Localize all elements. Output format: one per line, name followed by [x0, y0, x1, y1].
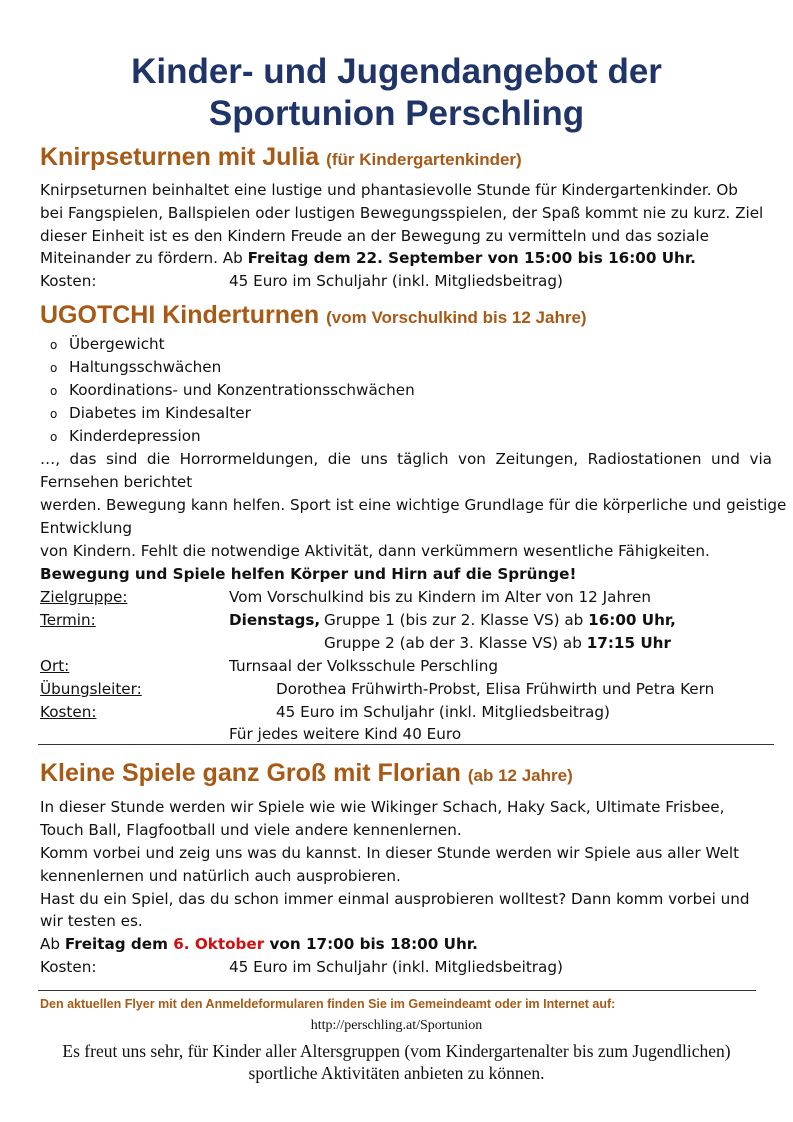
- paragraph-line: dieser Einheit ist es den Kindern Freude an der Bewegung zu vermitteln und das soziale: [40, 227, 709, 245]
- highlighted-date: 6. Oktober: [173, 935, 265, 953]
- location-value: Turnsaal der Volksschule Perschling: [229, 657, 498, 675]
- divider: [38, 744, 774, 745]
- heading-text: Knirpseturnen mit Julia: [40, 143, 320, 171]
- closing-line-1: Es freut uns sehr, für Kinder aller Altersgruppen (vom Kindergartenalter bis zum Jugendlichen): [62, 1041, 731, 1061]
- paragraph-line: kennenlernen und natürlich auch ausprobieren.: [40, 867, 401, 885]
- paragraph-line: …, das sind die Horrormeldungen, die uns täglich von Zeitungen, Radiostationen und via: [40, 450, 772, 468]
- paragraph-line: Fernsehen berichtet: [40, 473, 193, 491]
- divider: [38, 990, 756, 991]
- list-item-text: Übergewicht: [69, 335, 165, 353]
- text-run: Freitag dem: [64, 935, 174, 953]
- group-1-time: 16:00 Uhr,: [588, 611, 676, 629]
- document-title-line-2: Sportunion Perschling: [208, 94, 585, 133]
- cost-value: 45 Euro im Schuljahr (inkl. Mitgliedsbeitrag): [229, 958, 563, 976]
- schedule-group-2: [324, 632, 671, 654]
- heading-subtitle: (ab 12 Jahre): [467, 766, 573, 785]
- cost-label: Kosten:: [40, 958, 97, 976]
- paragraph-line: Entwicklung: [40, 519, 133, 537]
- paragraph-line: Hast du ein Spiel, das du schon immer einmal ausprobieren wolltest? Dann komm vorbei und: [40, 890, 750, 908]
- list-item-text: Diabetes im Kindesalter: [69, 404, 251, 422]
- paragraph-line: Komm vorbei und zeig uns was du kannst. In dieser Stunde werden wir Spiele aus aller Welt: [40, 844, 740, 862]
- target-group-value: Vom Vorschulkind bis zu Kindern im Alter von 12 Jahren: [229, 588, 651, 606]
- target-group-label: Zielgruppe:: [40, 588, 128, 606]
- bullet-icon: o: [50, 407, 58, 421]
- list-item: [50, 356, 221, 379]
- group-2-time: 17:15 Uhr: [586, 634, 671, 652]
- section-heading-knirpseturnen: [40, 143, 522, 172]
- text-run: Miteinander zu fördern. Ab: [40, 249, 248, 267]
- heading-text: Kleine Spiele ganz Groß mit Florian: [40, 759, 461, 787]
- list-item: [50, 402, 251, 425]
- paragraph-line: Touch Ball, Flagfootball und viele andere kennenlernen.: [40, 821, 462, 839]
- heading-subtitle: (für Kindergartenkinder): [326, 150, 522, 169]
- paragraph-line: von Kindern. Fehlt die notwendige Aktivität, dann verkümmern wesentliche Fähigkeiten.: [40, 542, 710, 560]
- heading-text: UGOTCHI Kinderturnen: [40, 301, 320, 329]
- paragraph-line: wir testen es.: [40, 912, 143, 930]
- text-run: von 17:00 bis 18:00 Uhr.: [264, 935, 478, 953]
- schedule-group-1: [324, 609, 676, 631]
- flyer-note: Den aktuellen Flyer mit den Anmeldeformularen finden Sie im Gemeindeamt oder im Internet auf:: [40, 997, 616, 1011]
- text-run: Gruppe 1 (bis zur 2. Klasse VS) ab: [324, 611, 589, 629]
- closing-line-2: sportliche Aktivitäten anbieten zu können.: [248, 1063, 545, 1083]
- text-run: Ab: [40, 935, 65, 953]
- list-item: [50, 333, 165, 356]
- section-heading-kleine-spiele: [40, 759, 573, 788]
- trainer-value: Dorothea Frühwirth-Probst, Elisa Frühwirth und Petra Kern: [276, 680, 715, 698]
- paragraph-line: In dieser Stunde werden wir Spiele wie wie Wikinger Schach, Haky Sack, Ultimate Frisbee,: [40, 798, 725, 816]
- cost-value: 45 Euro im Schuljahr (inkl. Mitgliedsbeitrag): [276, 703, 610, 721]
- bullet-icon: o: [50, 384, 58, 398]
- text-run: Gruppe 2 (ab der 3. Klasse VS) ab: [324, 634, 587, 652]
- schedule-label: Termin:: [40, 611, 96, 629]
- start-date-line: [40, 933, 478, 955]
- schedule-day: Dienstags,: [229, 611, 321, 629]
- cost-value: 45 Euro im Schuljahr (inkl. Mitgliedsbeitrag): [229, 272, 563, 290]
- trainer-label: Übungsleiter:: [40, 680, 142, 698]
- location-label: Ort:: [40, 657, 70, 675]
- list-item-text: Kinderdepression: [69, 427, 201, 445]
- cost-label: Kosten:: [40, 272, 97, 290]
- list-item-text: Haltungsschwächen: [69, 358, 222, 376]
- bullet-icon: o: [50, 338, 58, 352]
- website-link[interactable]: http://perschling.at/Sportunion: [310, 1018, 483, 1033]
- section-heading-ugotchi: [40, 301, 587, 330]
- bullet-icon: o: [50, 430, 58, 444]
- cost-extra: Für jedes weitere Kind 40 Euro: [229, 725, 462, 743]
- list-item-text: Koordinations- und Konzentrationsschwächen: [69, 381, 415, 399]
- slogan: Bewegung und Spiele helfen Körper und Hirn auf die Sprünge!: [40, 565, 577, 583]
- list-item: [50, 425, 201, 448]
- paragraph-line: bei Fangspielen, Ballspielen oder lustigen Bewegungsspielen, der Spaß kommt nie zu kurz. Ziel: [40, 204, 764, 222]
- start-date: Freitag dem 22. September von 15:00 bis 16:00 Uhr.: [247, 249, 696, 267]
- bullet-icon: o: [50, 361, 58, 375]
- heading-subtitle: (vom Vorschulkind bis 12 Jahre): [326, 308, 587, 327]
- list-item: [50, 379, 415, 402]
- paragraph-line: [40, 247, 696, 269]
- document-title-line-1: Kinder- und Jugendangebot der: [131, 52, 662, 91]
- cost-label: Kosten:: [40, 703, 97, 721]
- paragraph-line: werden. Bewegung kann helfen. Sport ist eine wichtige Grundlage für die körperliche und geistige: [40, 496, 787, 514]
- paragraph-line: Knirpseturnen beinhaltet eine lustige und phantasievolle Stunde für Kindergartenkinder. Ob: [40, 181, 738, 199]
